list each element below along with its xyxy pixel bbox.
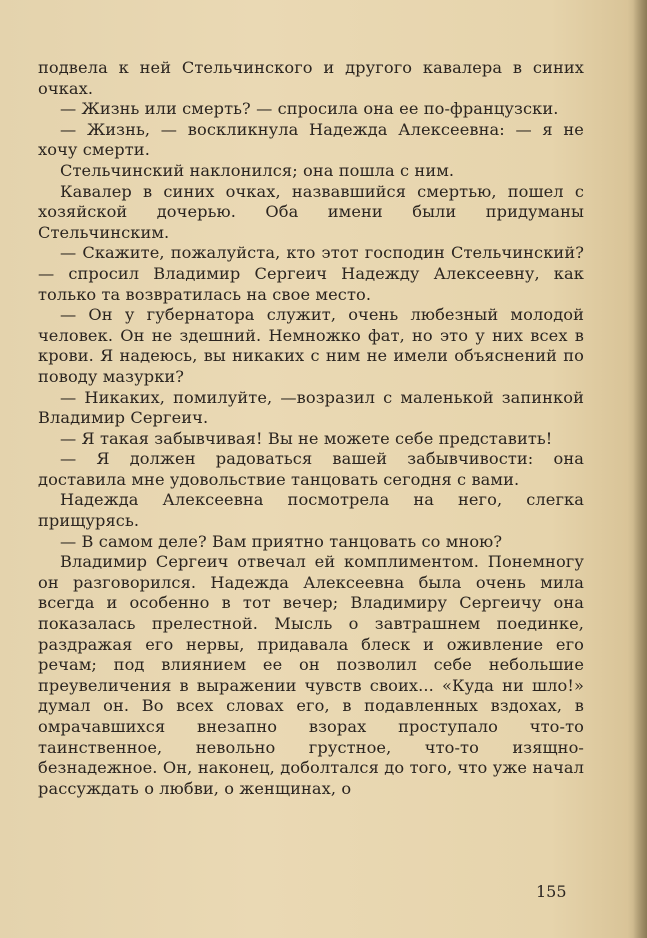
paragraph: — Никаких, помилуйте, —возразил с маленькой запинкой Владимир Сергеич. <box>38 387 584 428</box>
paragraph: — Я такая забывчивая! Вы не можете себе представить! <box>60 428 553 448</box>
page-number: 155 <box>536 882 567 901</box>
paragraph: — Он у губернатора служит, очень любезный молодой человек. Он не здешний. Немножко фат, но это у них всех в крови. Я надеюсь, вы никаких с ним не имели объяснений по поводу мазурки? <box>38 305 584 386</box>
paragraph: — Я должен радоваться вашей забывчивости: она доставила мне удовольствие танцовать сегодня с вами. <box>38 449 584 489</box>
page-edge-shadow <box>633 0 647 938</box>
paragraph: — В самом деле? Вам приятно танцовать со мною? <box>60 531 503 551</box>
paragraph: подвела к ней Стельчинского и другого кавалера в синих очках. <box>38 58 584 98</box>
paragraph: — Жизнь или смерть? — спросила она ее по-французски. <box>60 99 559 119</box>
paragraph: — Скажите, пожалуйста, кто этот господин Стельчинский? — спросил Владимир Сергеич Надежду Алексеевну, как только та возвратилась на свое место. <box>38 243 584 304</box>
paragraph: Владимир Сергеич отвечал ей комплиментом. Понемногу он разговорился. Надежда Алексеевна была очень мила всегда и особенно в тот вечер; Владимиру Сергеичу она показалась прелестной. Мысль о завтрашнем поединке, раздражая его нервы, придавала блеск и оживление его речам; под влиянием ее он позволил себе небольшие преувеличения в выражении чувств своих... «Куда ни шло!» думал он. Во всех словах его, в подавленных вздохах, в омрачавшихся внезапно взорах проступало что-то таинственное, невольно грустное, что-то изящно-безнадежное. Он, наконец, доболтался до того, что уже начал рассуждать о любви, о женщинах, о <box>38 552 584 798</box>
paragraph: Стельчинский наклонился; она пошла с ним. <box>60 160 455 180</box>
paragraph: Надежда Алексеевна посмотрела на него, слегка прищурясь. <box>38 490 584 531</box>
paragraph: Кавалер в синих очках, назвавшийся смертью, пошел с хозяйской дочерью. Оба имени были придуманы Стельчинским. <box>38 181 584 242</box>
paragraph: — Жизнь, — воскликнула Надежда Алексеевна: — я не хочу смерти. <box>38 119 584 160</box>
page-text <box>38 58 584 799</box>
